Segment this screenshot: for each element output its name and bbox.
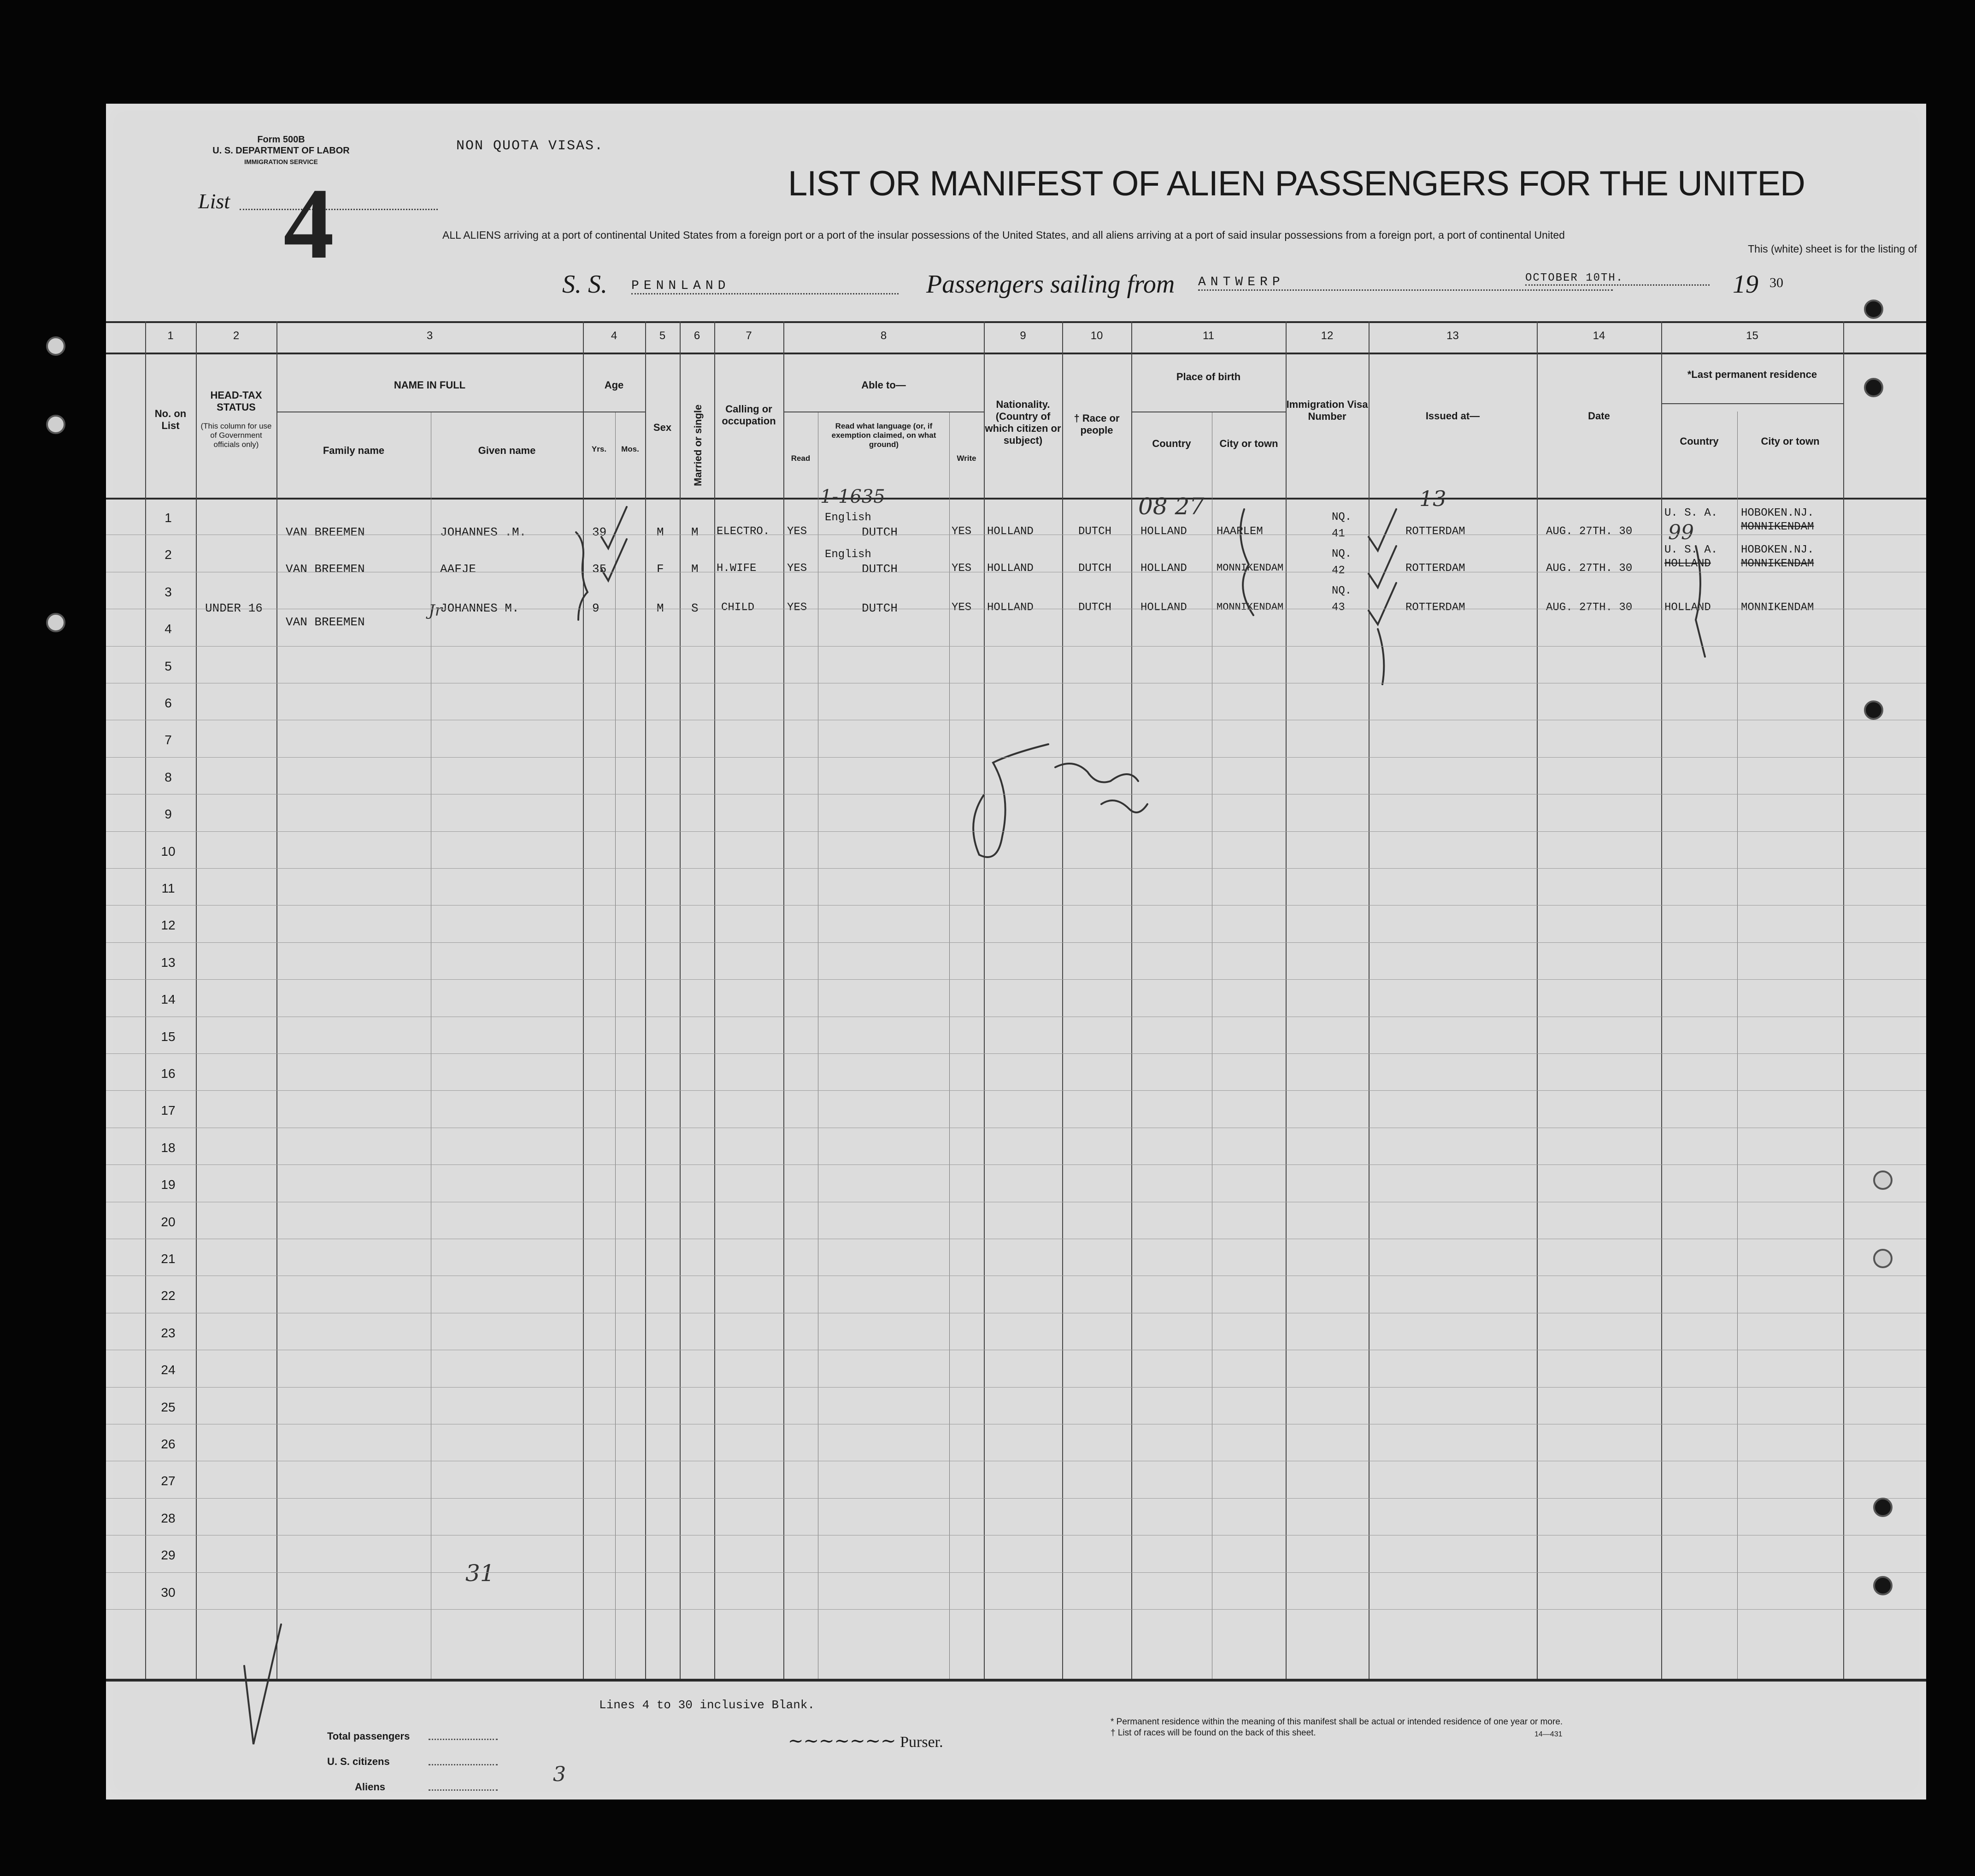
head-tax-status: UNDER 16 <box>205 601 263 615</box>
row-number: 30 <box>161 1585 176 1600</box>
birth-city: MONNIKENDAM <box>1217 601 1284 613</box>
row-rule <box>106 1498 1926 1499</box>
row-number: 3 <box>165 584 172 599</box>
list-label: List <box>198 189 230 213</box>
header-age: Age <box>604 379 624 391</box>
birth-city: HAARLEM <box>1217 525 1263 538</box>
annotation-residence-number: 99 <box>1668 521 1694 544</box>
visa-date: AUG. 27TH. 30 <box>1546 525 1633 538</box>
race: DUTCH <box>1078 601 1112 614</box>
header-race: † Race or people <box>1074 412 1120 436</box>
race: DUTCH <box>1078 562 1112 575</box>
header-no-on-list: No. on List <box>154 408 187 431</box>
row-rule <box>106 1609 1926 1610</box>
annotation-crossed-city: MONNIKENDAM <box>1741 558 1814 570</box>
row-rule <box>106 831 1926 832</box>
punch-hole <box>46 415 65 434</box>
form-number: Form 500B <box>257 135 305 145</box>
brace-mark <box>1240 509 1253 615</box>
sailing-from-label: Passengers sailing from <box>926 270 1175 299</box>
purser-signature <box>788 1730 943 1752</box>
footnote-races: † List of races will be found on the back of this sheet. <box>1111 1728 1316 1738</box>
marital-status: M <box>691 562 699 576</box>
birth-city: MONNIKENDAM <box>1217 562 1284 574</box>
row-number: 18 <box>161 1140 176 1155</box>
sailing-date: OCTOBER 10TH. <box>1525 272 1710 286</box>
column-number: 12 <box>1321 329 1334 342</box>
header-place-of-birth: Place of birth <box>1176 371 1241 382</box>
row-number: 15 <box>161 1029 176 1044</box>
pen-scribble <box>973 744 1048 857</box>
residence-city: HOBOKEN.NJ. <box>1741 507 1814 519</box>
given-name: AAFJE <box>440 562 476 576</box>
header-calling: Calling or occupation <box>722 403 776 427</box>
punch-hole <box>1864 300 1883 319</box>
header-able-to: Able to— <box>861 379 906 391</box>
visa-number: NQ. 41 <box>1332 511 1352 540</box>
residence-country: U. S. A. <box>1664 507 1718 519</box>
nationality: HOLLAND <box>987 562 1034 575</box>
row-rule <box>106 905 1926 906</box>
age-years: 39 <box>592 525 607 539</box>
column-number: 7 <box>746 329 752 342</box>
header-age-months: Mos. <box>621 445 639 453</box>
row-number: 12 <box>161 918 176 933</box>
pen-scribble <box>1055 764 1138 782</box>
read-language: DUTCH <box>862 562 898 576</box>
can-write: YES <box>952 562 972 575</box>
header-write: Write <box>957 454 976 463</box>
total-passengers-label: Total passengers <box>327 1730 410 1742</box>
row-number: 22 <box>161 1288 176 1303</box>
punch-hole <box>1873 1249 1893 1268</box>
header-given-name: Given name <box>478 445 536 456</box>
column-number: 1 <box>167 329 174 342</box>
header-read: Read <box>791 454 811 463</box>
read-language: DUTCH <box>862 525 898 539</box>
row-number: 6 <box>165 696 172 710</box>
row-number: 5 <box>165 659 172 673</box>
read-language: DUTCH <box>862 601 898 615</box>
check-mark <box>601 507 627 548</box>
can-read: YES <box>787 562 807 575</box>
check-mark <box>1369 583 1396 624</box>
row-number: 4 <box>165 622 172 636</box>
us-citizens-label: U. S. citizens <box>327 1756 390 1767</box>
marital-status: M <box>691 525 699 539</box>
annotation-english: English <box>825 512 871 524</box>
birth-country: HOLLAND <box>1140 525 1187 538</box>
header-date: Date <box>1588 410 1610 422</box>
row-rule <box>106 1387 1926 1388</box>
visa-issued-at: ROTTERDAM <box>1405 601 1465 614</box>
column-number: 11 <box>1203 329 1214 342</box>
visa-issued-at: ROTTERDAM <box>1405 525 1465 538</box>
form-code: 14—431 <box>1534 1730 1563 1738</box>
blank-lines-note: Lines 4 to 30 inclusive Blank. <box>599 1698 815 1712</box>
check-mark <box>1369 509 1396 551</box>
row-rule <box>106 1090 1926 1091</box>
row-rule <box>106 979 1926 980</box>
punch-hole <box>46 336 65 356</box>
row-number: 2 <box>165 547 172 562</box>
nationality: HOLLAND <box>987 525 1034 538</box>
row-number: 9 <box>165 807 172 822</box>
port-of-departure: ANTWERP <box>1198 275 1613 291</box>
column-number: 5 <box>659 329 666 342</box>
row-rule <box>106 1572 1926 1573</box>
visa-number: NQ. 43 <box>1332 585 1352 614</box>
column-number: 2 <box>233 329 240 342</box>
birth-country: HOLLAND <box>1140 562 1187 575</box>
ss-label: S. S. <box>562 270 607 299</box>
residence-city: HOBOKEN.NJ. <box>1741 544 1814 556</box>
year-prefix: 19 <box>1733 270 1758 299</box>
header-name-in-full: NAME IN FULL <box>394 379 466 391</box>
column-number: 14 <box>1593 329 1605 342</box>
can-read: YES <box>787 525 807 538</box>
aliens-field <box>429 1789 498 1791</box>
header-sex: Sex <box>653 422 672 433</box>
nationality: HOLLAND <box>987 601 1034 614</box>
row-number: 8 <box>165 770 172 784</box>
marital-status: S <box>691 601 699 615</box>
row-number: 19 <box>161 1177 176 1192</box>
manifest-title: LIST OR MANIFEST OF ALIEN PASSENGERS FOR THE UNITED <box>788 164 1805 203</box>
row-number: 14 <box>161 992 176 1007</box>
row-number: 13 <box>161 955 176 970</box>
pen-stroke <box>1696 546 1705 657</box>
pen-mark <box>244 1624 281 1744</box>
manifest-sheet <box>106 104 1926 1800</box>
residence-country: U. S. A. <box>1664 544 1718 556</box>
us-citizens-field <box>429 1764 498 1765</box>
annotation-crossed-country: HOLLAND <box>1664 558 1711 570</box>
list-number: 4 <box>283 167 334 280</box>
visa-date: AUG. 27TH. 30 <box>1546 601 1633 614</box>
residence-city: MONNIKENDAM <box>1741 601 1814 614</box>
check-mark <box>601 539 627 581</box>
can-write: YES <box>952 525 972 538</box>
column-number: 8 <box>880 329 887 342</box>
annotation-margin-number: 31 <box>465 1560 495 1587</box>
punch-hole <box>1864 700 1883 720</box>
header-residence-country: Country <box>1680 435 1719 447</box>
row-number: 17 <box>161 1103 176 1118</box>
row-rule <box>106 1164 1926 1165</box>
signature-scrawl: ~~~~~~~ <box>788 1730 896 1752</box>
row-number: 10 <box>161 844 176 859</box>
annotation-crossed-city: MONNIKENDAM <box>1741 521 1814 533</box>
row-number: 27 <box>161 1474 176 1488</box>
row-number: 29 <box>161 1548 176 1563</box>
brace-mark <box>576 532 588 620</box>
pen-stroke <box>1378 629 1384 684</box>
punch-hole <box>46 613 65 632</box>
row-number: 21 <box>161 1252 176 1266</box>
column-number: 6 <box>694 329 700 342</box>
column-number: 13 <box>1446 329 1459 342</box>
column-number: 9 <box>1020 329 1026 342</box>
can-read: YES <box>787 601 807 614</box>
header-head-tax: HEAD-TAX STATUS <box>210 389 262 413</box>
footnotes <box>1111 1717 1563 1739</box>
punch-hole <box>1873 1170 1893 1190</box>
column-number: 15 <box>1746 329 1758 342</box>
column-number: 3 <box>426 329 433 342</box>
aliens-count: 3 <box>553 1763 566 1786</box>
row-rule <box>106 942 1926 943</box>
age-years: 35 <box>592 562 607 576</box>
header-last-residence: *Last permanent residence <box>1687 369 1817 380</box>
sex: F <box>657 562 664 576</box>
row-rule <box>106 868 1926 869</box>
annotation-jr: Jr <box>429 601 442 620</box>
column-number: 4 <box>611 329 617 342</box>
age-years: 9 <box>592 601 600 615</box>
header-read-language: Read what language (or, if exemption claimed, on what ground) <box>831 422 936 449</box>
header-married-or-single: Married or single <box>692 404 704 486</box>
annotation-mark: 13 <box>1419 486 1446 511</box>
header-issued-at: Issued at— <box>1425 410 1480 422</box>
check-mark <box>1369 546 1396 588</box>
non-quota-visas-note: NON QUOTA VISAS. <box>456 138 604 154</box>
family-name: VAN BREEMEN <box>286 525 365 539</box>
row-rule <box>106 1053 1926 1054</box>
footnote-residence: * Permanent residence within the meaning of this manifest shall be actual or intended residence of one year or more. <box>1111 1717 1563 1727</box>
row-number: 26 <box>161 1437 176 1451</box>
family-name: VAN BREEMEN <box>286 615 365 629</box>
row-number: 16 <box>161 1066 176 1081</box>
occupation: CHILD <box>721 601 755 614</box>
row-number: 7 <box>165 733 172 747</box>
annotation-birth-note: 08 27 <box>1138 493 1205 520</box>
row-rule <box>106 757 1926 758</box>
punch-hole <box>1873 1576 1893 1595</box>
given-name: JOHANNES M. <box>440 601 519 615</box>
column-number: 10 <box>1090 329 1103 342</box>
service-name: IMMIGRATION SERVICE <box>244 158 318 165</box>
total-passengers-field <box>429 1739 498 1740</box>
row-number: 23 <box>161 1325 176 1340</box>
row-number: 20 <box>161 1214 176 1229</box>
handwriting-strokes <box>106 104 1926 1800</box>
race: DUTCH <box>1078 525 1112 538</box>
pen-scribble <box>1101 800 1147 812</box>
header-birth-city: City or town <box>1219 438 1278 449</box>
punch-hole <box>1864 378 1883 397</box>
header-birth-country: Country <box>1152 438 1191 449</box>
aliens-label: Aliens <box>355 1781 386 1793</box>
visa-date: AUG. 27TH. 30 <box>1546 562 1633 575</box>
punch-hole <box>1873 1498 1893 1517</box>
header-residence-city: City or town <box>1761 435 1820 447</box>
occupation: ELECTRO. <box>717 525 770 538</box>
occupation: H.WIFE <box>717 562 757 575</box>
header-age-years: Yrs. <box>591 445 607 453</box>
annotation-code: 1-1635 <box>820 486 885 507</box>
row-number: 28 <box>161 1511 176 1525</box>
header-family-name: Family name <box>323 445 385 456</box>
header-nationality: Nationality. (Country of which citizen or subject) <box>985 399 1061 446</box>
header-visa-number: Immigration Visa Number <box>1286 399 1368 422</box>
sex: M <box>657 525 664 539</box>
row-number: 1 <box>165 511 172 525</box>
department-name: U. S. DEPARTMENT OF LABOR <box>212 146 350 156</box>
birth-country: HOLLAND <box>1140 601 1187 614</box>
residence-country: HOLLAND <box>1664 601 1711 614</box>
annotation-english: English <box>825 548 871 561</box>
can-write: YES <box>952 601 972 614</box>
row-number: 24 <box>161 1363 176 1377</box>
given-name: JOHANNES .M. <box>440 525 527 539</box>
visa-number: NQ. 42 <box>1332 548 1352 577</box>
purser-label: Purser. <box>900 1734 943 1751</box>
instructions-line-1: ALL ALIENS arriving at a port of continental United States from a foreign port or a port of the insular possessions of the United States, and all aliens arriving at a port of said insular possessions from a foreign port, a port of continental United <box>442 229 1565 241</box>
row-number: 25 <box>161 1400 176 1414</box>
instructions-line-2: This (white) sheet is for the listing of <box>1748 243 1917 255</box>
row-number: 11 <box>161 881 175 895</box>
sex: M <box>657 601 664 615</box>
visa-issued-at: ROTTERDAM <box>1405 562 1465 575</box>
row-rule <box>106 646 1926 647</box>
year-suffix: 30 <box>1769 275 1783 290</box>
header-head-tax-note: (This column for use of Government officials only) <box>200 422 272 449</box>
family-name: VAN BREEMEN <box>286 562 365 576</box>
ship-name: PENNLAND <box>631 279 899 294</box>
